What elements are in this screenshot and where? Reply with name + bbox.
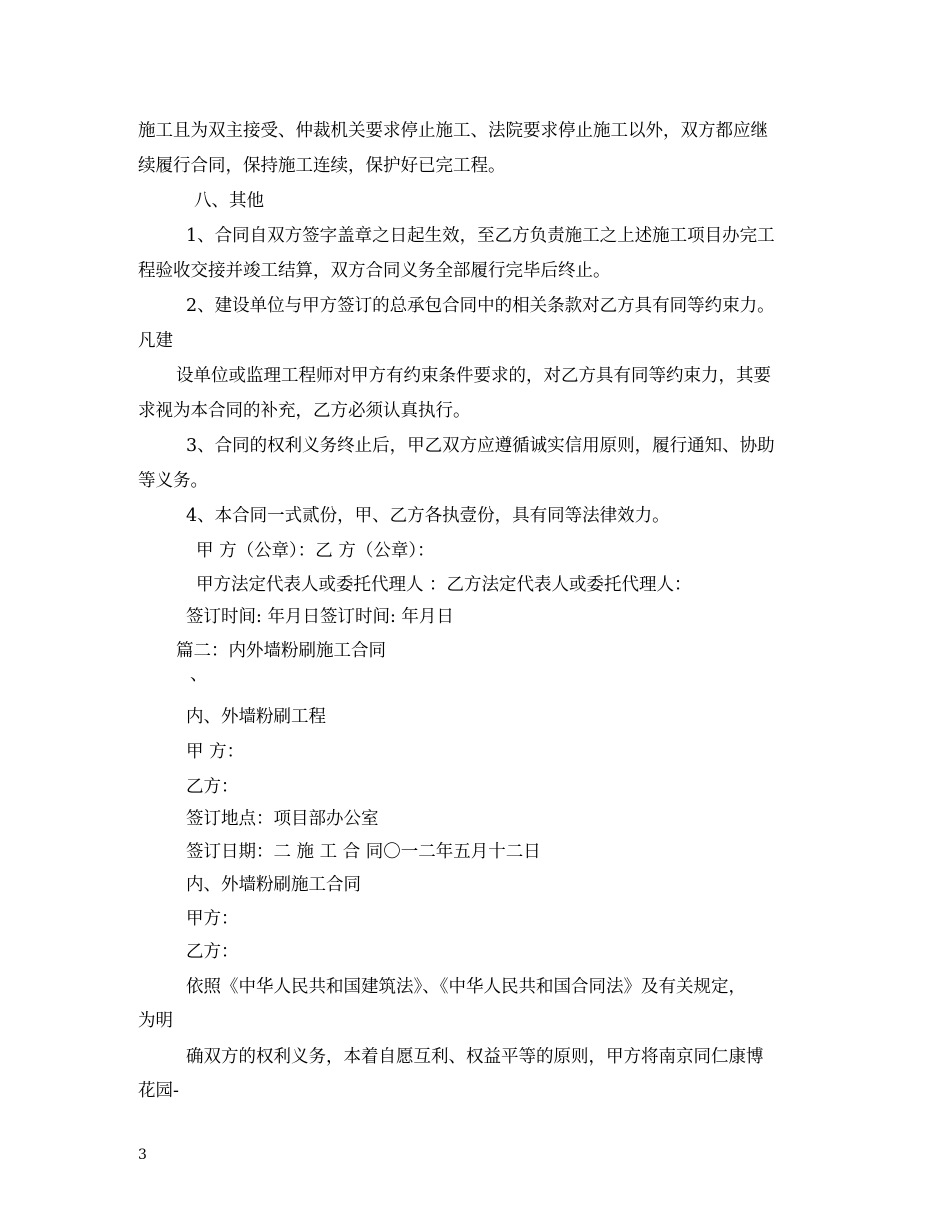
text-line: 求视为本合同的补充，乙方必须认真执行。	[138, 401, 471, 421]
text-line: 设单位或监理工程师对甲方有约束条件要求的，对乙方具有同等约束力，其要	[176, 366, 771, 386]
text-line: 4、本合同一式贰份，甲、乙方各执壹份，具有同等法律效力。	[186, 506, 670, 526]
text-line: 程验收交接并竣工结算，双方合同义务全部履行完毕后终止。	[138, 261, 611, 281]
text-line: 签订地点：项目部办公室	[186, 809, 379, 829]
text-line: 2、建设单位与甲方签订的总承包合同中的相关条款对乙方具有同等约束力。	[186, 296, 775, 316]
text-line: 内、外墙粉刷施工合同	[186, 875, 361, 895]
text-line: 续履行合同，保持施工连续，保护好已完工程。	[138, 156, 506, 176]
text-line: 凡建	[138, 331, 173, 351]
signature-line: 签订时间: 年月日签订时间: 年月日	[186, 607, 454, 627]
text-line: 1、合同自双方签字盖章之日起生效，至乙方负责施工之上述施工项目办完工	[186, 226, 775, 246]
text-line: 内、外墙粉刷工程	[186, 707, 326, 727]
text-line: 甲方：	[186, 909, 239, 929]
text-line: 3、合同的权利义务终止后，甲乙双方应遵循诚实信用原则，履行通知、协助	[186, 436, 775, 456]
text-line: 乙方：	[186, 777, 239, 797]
text-line: 花园-	[138, 1081, 179, 1101]
text-line: 为明	[138, 1011, 173, 1031]
text-line: 甲 方：	[186, 742, 245, 762]
text-line: 签订日期：二 施 工 合 同〇一二年五月十二日	[186, 842, 541, 862]
text-line: 确双方的权利义务，本着自愿互利、权益平等的原则，甲方将南京同仁康博	[186, 1047, 764, 1067]
signature-line: 甲方法定代表人或委托代理人 ：乙方法定代表人或委托代理人：	[196, 575, 692, 595]
text-line: 、	[190, 665, 208, 685]
page-number: 3	[138, 1147, 147, 1163]
text-line: 等义务。	[138, 471, 208, 491]
text-line: 依照《中华人民共和国建筑法》、《中华人民共和国合同法》及有关规定，	[186, 977, 746, 997]
signature-line: 甲 方（公章）：乙 方（公章）：	[196, 541, 435, 561]
text-line: 乙方：	[186, 942, 239, 962]
text-line: 施工且为双主接受、仲裁机关要求停止施工、法院要求停止施工以外，双方都应继	[138, 121, 768, 141]
article-title: 篇二：内外墙粉刷施工合同	[176, 641, 386, 661]
section-heading: 八、其他	[194, 191, 264, 211]
